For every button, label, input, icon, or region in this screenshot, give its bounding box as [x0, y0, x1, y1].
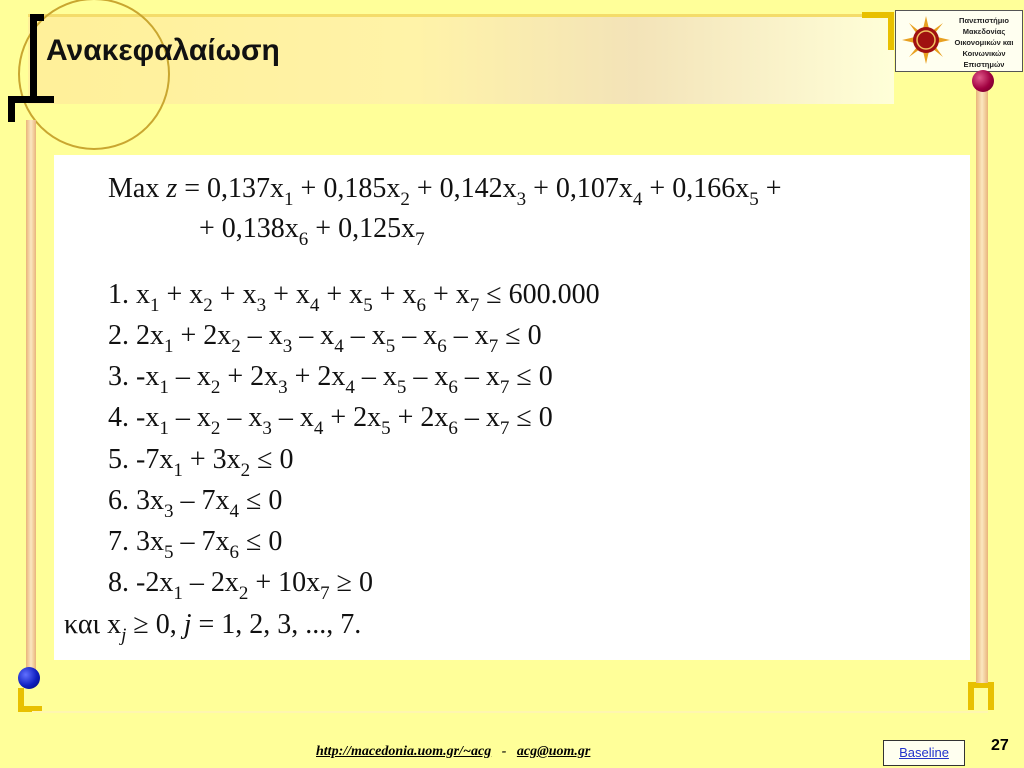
- baseline-button[interactable]: Baseline: [883, 740, 965, 766]
- constraint-8: 8. $-2x_1 - 2x_2 + 10x_7 \ge 0$: [108, 567, 373, 604]
- objective-line-1: Max $z = 0,137x_1 + 0,185x_2 + 0,142x_3 + 0,107x_4 + 0,166x_5$ +: [108, 173, 782, 210]
- logo-line-2: Μακεδονίας: [962, 27, 1006, 36]
- constraint-4: 4. $-x_1 - x_2 - x_3 - x_4 + 2x_5 + 2x_6 - x_7 \le 0$: [108, 402, 553, 439]
- constraint-3: 3. $-x_1 - x_2 + 2x_3 + 2x_4 - x_5 - x_6 - x_7 \le 0$: [108, 361, 553, 398]
- formula-panel: [54, 155, 970, 660]
- bracket-top-right-icon: [860, 10, 900, 60]
- university-emblem-icon: [901, 15, 951, 65]
- bracket-bottom-right-icon: [966, 680, 1006, 720]
- constraint-2: 2. $2x_1 + 2x_2 - x_3 - x_4 - x_5 - x_6 - x_7 \le 0$: [108, 320, 542, 357]
- logo-text: [946, 15, 1022, 70]
- footer-divider: [32, 711, 988, 713]
- footer-contact: [316, 744, 590, 760]
- right-rail-knob: [972, 70, 994, 92]
- footer-url-link[interactable]: http://macedonia.uom.gr/~acg: [316, 744, 492, 759]
- left-rail-knob: [18, 667, 40, 689]
- logo-line-4: Κοινωνικών Επιστημών: [962, 49, 1006, 69]
- bracket-bottom-left-icon: [16, 686, 56, 726]
- logo-line-3: Οικονομικών και: [954, 38, 1014, 47]
- constraint-1: 1. $x_1 + x_2 + x_3 + x_4 + x_5 + x_6 + x_7 \le 600.000$: [108, 279, 600, 316]
- left-rail: [26, 120, 36, 685]
- page-number: 27: [991, 737, 1009, 754]
- footer-email-link[interactable]: acg@uom.gr: [516, 744, 591, 759]
- right-rail: [976, 88, 988, 683]
- footer-separator: -: [501, 744, 507, 759]
- non-negativity: και $x_j \ge 0$, j = 1, 2, 3, ..., 7.: [64, 609, 362, 646]
- constraint-7: 7. $3x_5 - 7x_6 \le 0$: [108, 526, 283, 563]
- constraint-6: 6. $3x_3 - 7x_4 \le 0$: [108, 485, 283, 522]
- slide-title: Ανακεφαλαίωση: [46, 34, 280, 67]
- objective-line-2: + $0,138x_6 + 0,125x_7$: [199, 213, 425, 250]
- constraint-5: 5. $-7x_1 + 3x_2 \le 0$: [108, 444, 294, 481]
- logo-line-1: Πανεπιστήμιο: [959, 16, 1009, 25]
- title-band-edge: [28, 14, 894, 17]
